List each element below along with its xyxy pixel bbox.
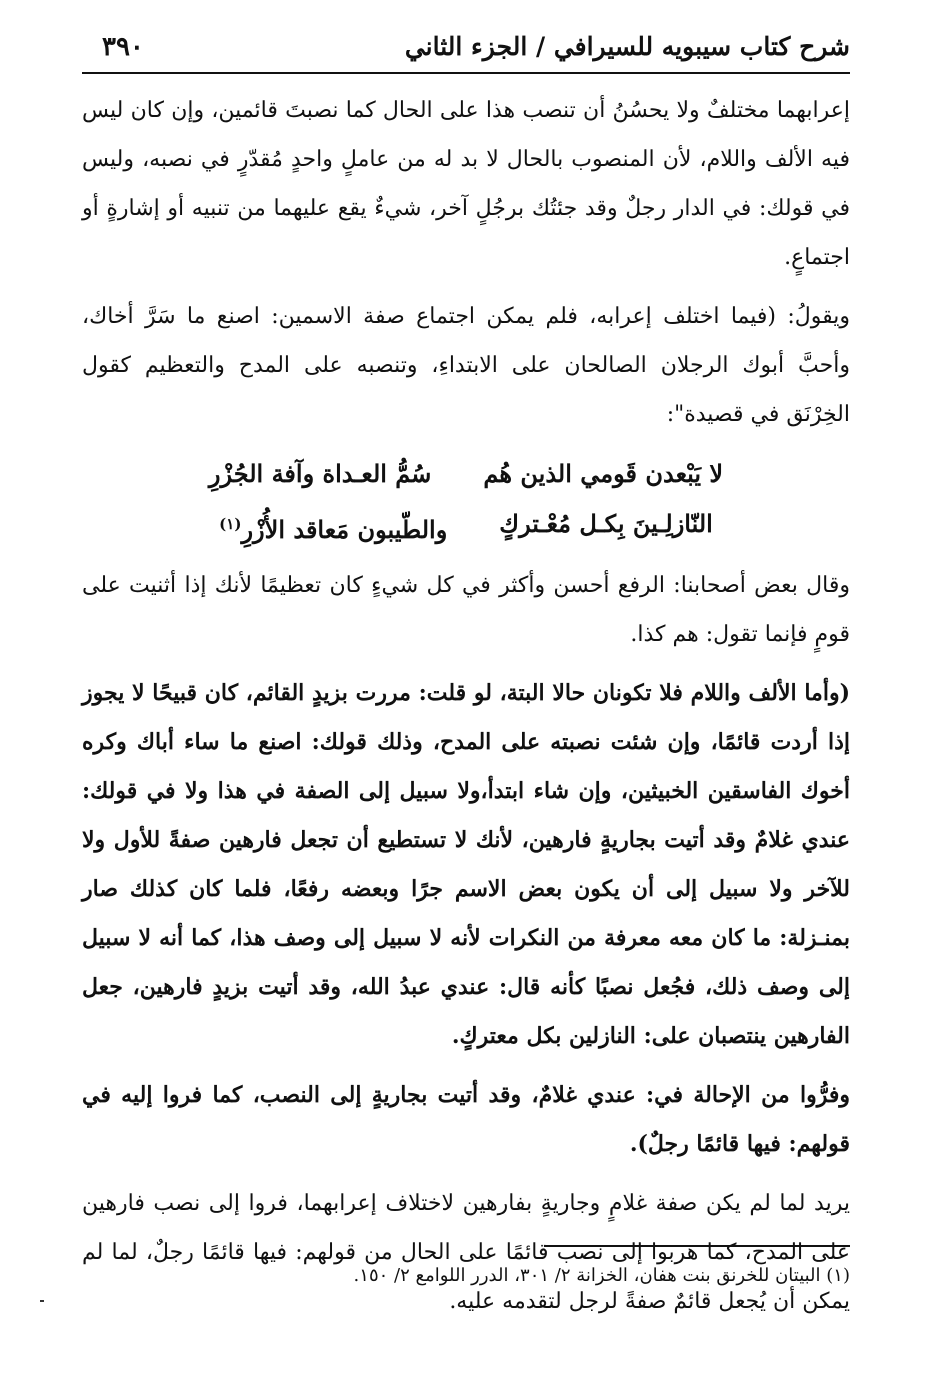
quoted-paragraph: (وأما الألف واللام فلا تكونان حالا البتة، لو قلت: مررت بزيدٍ القائم، كان قبيحًا لا يجوز إذا أردت قائمًا، وإن شئت نصبته على المدح، وذلك قولك: اصنع ما ساء أباك وكره أخوك الفاسقين الخبيثين، وإن شاء ابتدأ،ولا سبيل إلى الصفة في هذا ولا في قولك: عندي غلامٌ وقد أتيت بجاريةٍ فارهين، لأنك لا تستطيع أن تجعل فارهين صفةً للأول ولا للآخر ولا سبيل إلى أن يكون بعض الاسم جرًا وبعضه رفعًا، فلما كان كذلك صار بمنـزلة: ما كان معه معرفة من النكرات لأنه لا سبيل إلى وصف هذا، كما أنه لا سبيل إلى وصف ذلك، فجُعل نصبًا كأنه قال: عندي عبدُ الله، وقد أتيت بزيدٍ فارهين، جعل الفارهين ينتصبان على: النازلين بكل معتركٍ. [82,680,850,1049]
footnote-divider [544,1245,850,1247]
scan-speck [40,1300,44,1302]
poem-verse [82,499,850,555]
footnote: (١) البيتان للخرنق بنت هفان، الخزانة ٢/ ٣٠١، الدرر اللوامع ٢/ ١٥٠. [353,1265,850,1286]
hemistich-text: والطّيبون مَعاقد الأُزْرِ [241,515,448,544]
hemistich-first: لا يَبْعدن قَومي الذين هُم [483,459,724,488]
page-body [82,86,850,1336]
hemistich-first: النّازلِـينَ بِكـل مُعْـتركٍ [499,509,713,538]
hemistich-second [219,499,447,555]
paragraph: ويقولُ: (فيما اختلف إعرابه، فلم يمكن اجتماع صفة الاسمين: اصنع ما سَرَّ أخاك، وأحبَّ أبوك الرجلان الصالحان على الابتداءِ، وتنصبه على المدح والتعظيم كقول الخِرْنَق في قصيدة": [82,304,850,427]
poem-verse [82,449,850,499]
poem [82,449,850,555]
quoted-paragraph: وفرُّوا من الإحالة في: عندي غلامٌ، وقد أتيت بجاريةٍ إلى النصب، كما فروا إليه في قولهم: فيها قائمًا رجلٌ). [82,1082,850,1157]
header-divider [82,72,850,74]
paragraph: وقال بعض أصحابنا: الرفع أحسن وأكثر في كل شيءٍ كان تعظيمًا لأنك إذا أثنيت على قومٍ فإنما تقول: هم كذا. [82,573,850,647]
running-title: شرح كتاب سيبويه للسيرافي / الجزء الثاني [404,32,850,61]
footnote-marker: (١) [219,515,242,533]
hemistich-second: سُمُّ العـداة وآفة الجُزْرِ [208,459,432,488]
page-header [82,26,850,70]
paragraph: إعرابهما مختلفٌ ولا يحسُنُ أن تنصب هذا على الحال كما نصبتَ قائمين، وإن كان ليس فيه الألف واللام، لأن المنصوب بالحال لا بد له من عاملٍ واحدٍ مُقدّرٍ في نصبه، وليس في قولك: في الدار رجلٌ وقد جئتُك برجُلٍ آخر، شيءٌ يقع عليهما من تنبيه أو إشارةٍ أو اجتماعٍ. [82,98,850,270]
page-number: ٣٩٠ [102,32,144,62]
paragraph: يريد لما لم يكن صفة غلامٍ وجاريةٍ بفارهين لاختلاف إعرابهما، فروا إلى نصب فارهين على المدح، كما هربوا إلى نصب قائمًا على الحال من قولهم: فيها قائمًا رجلٌ، لما لم يمكن أن يُجعل قائمٌ صفةً لرجل لتقدمه عليه. [82,1191,850,1314]
